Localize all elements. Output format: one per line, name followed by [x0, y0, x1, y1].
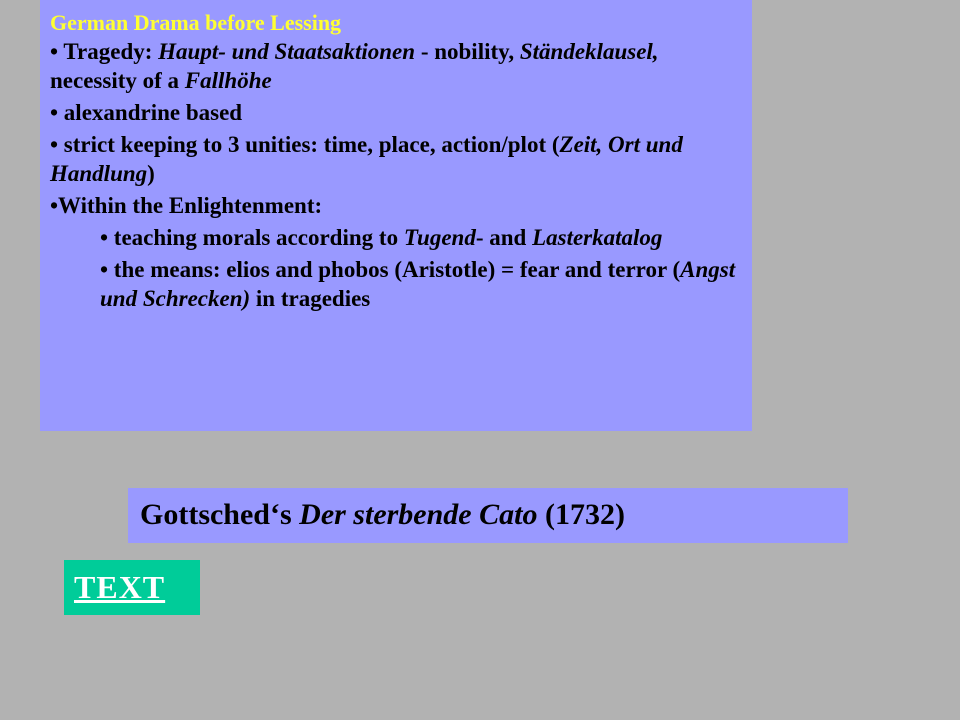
- banner-prefix: Gottsched‘s: [140, 498, 300, 531]
- unities-suffix: ): [147, 161, 155, 186]
- notes-panel: [40, 0, 752, 431]
- means-suffix: in tragedies: [250, 286, 371, 311]
- tragedy-term-staendeklausel: Ständeklausel,: [519, 39, 659, 64]
- notes-heading: German Drama before Lessing: [50, 10, 342, 35]
- morals-term-tugend: Tugend: [403, 225, 476, 250]
- morals-mid: - and: [475, 225, 533, 250]
- means-term: Angst und Schrecken): [100, 257, 736, 311]
- tragedy-term-staatsaktionen: Haupt- und Staatsaktionen: [158, 39, 416, 64]
- tragedy-term-fallhoehe: Fallhöhe: [184, 68, 272, 93]
- text-link[interactable]: TEXT: [74, 569, 166, 605]
- morals-subbullet: [50, 223, 740, 252]
- tragedy-bullet: [50, 37, 740, 95]
- unities-prefix: • strict keeping to 3 unities: time, place, action/plot (: [50, 132, 560, 157]
- morals-prefix: • teaching morals according to: [100, 225, 404, 250]
- morals-term-lasterkatalog: Lasterkatalog: [532, 225, 663, 250]
- tragedy-mid2: necessity of a: [50, 68, 185, 93]
- banner-suffix: (1732): [537, 498, 625, 531]
- unities-bullet: [50, 130, 740, 188]
- tragedy-prefix: • Tragedy:: [50, 39, 159, 64]
- banner-title: Der sterbende Cato: [299, 498, 538, 531]
- means-subbullet: [50, 255, 740, 313]
- means-prefix: • the means: elios and phobos (Aristotle) = fear and terror (: [100, 257, 681, 282]
- unities-term: Zeit, Ort und Handlung: [50, 132, 683, 186]
- work-title-banner: [128, 488, 848, 543]
- alexandrine-bullet: • alexandrine based: [50, 100, 243, 125]
- enlightenment-bullet: •Within the Enlightenment:: [50, 193, 323, 218]
- tragedy-mid: - nobility,: [415, 39, 520, 64]
- text-link-box[interactable]: [64, 560, 200, 615]
